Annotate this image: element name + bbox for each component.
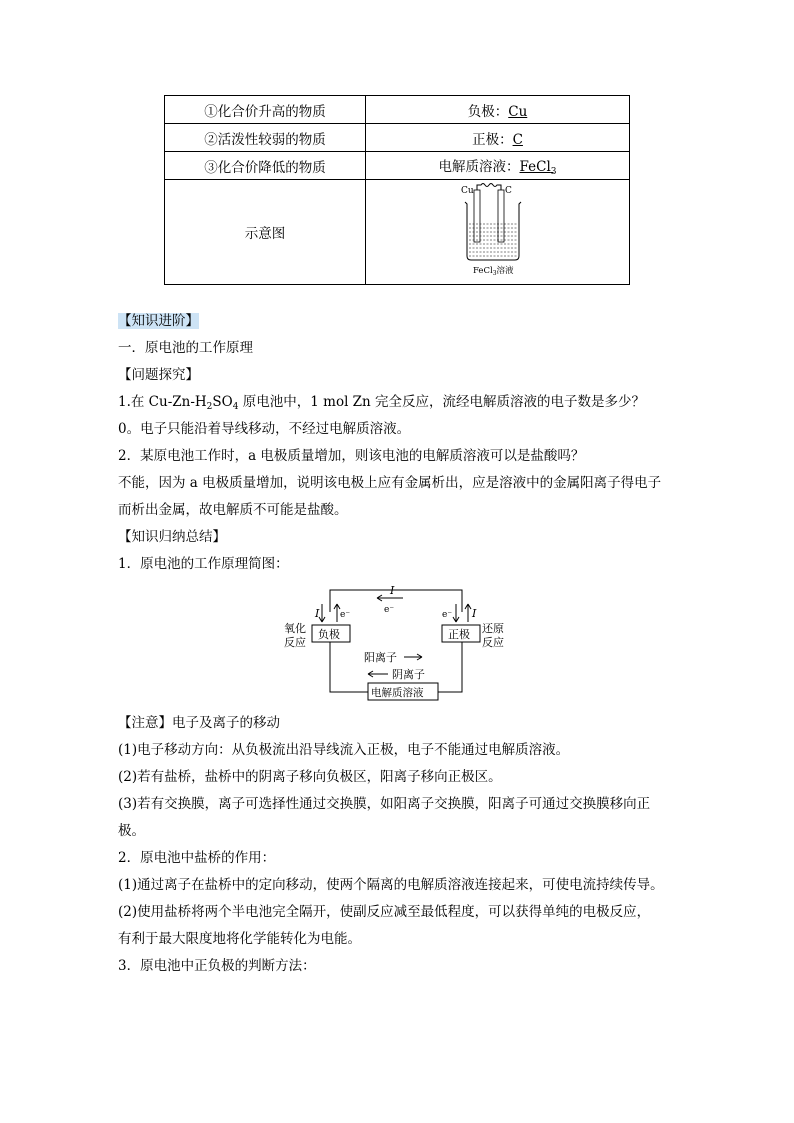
answer-2-line: 而析出金属，故电解质不可能是盐酸。 [118, 502, 348, 518]
oxidation-label: 反应 [284, 636, 306, 649]
beaker-diagram [453, 180, 543, 280]
oxidation-label: 氧化 [284, 622, 306, 635]
c-electrode [498, 190, 504, 242]
current-arrow [465, 604, 471, 622]
answer-1: 0。电子只能沿着导线移动，不经过电解质溶液。 [118, 421, 411, 437]
note-item: (2)若有盐桥，盐桥中的阴离子移向负极区，阳离子移向正极区。 [118, 769, 502, 785]
electrode-table [164, 95, 630, 285]
table-row [165, 152, 630, 180]
current-label: I [315, 607, 320, 620]
cation-arrow [404, 654, 422, 660]
bridge-item: (1)通过离子在盐桥中的定向移动，使两个隔离的电解质溶液连接起来，可使电流持续传导。 [118, 877, 664, 893]
note-item: (3)若有交换膜，离子可选择性通过交换膜，如阳离子交换膜，阳离子可通过交换膜移向正 [118, 796, 651, 812]
current-arrow [319, 604, 325, 622]
cell-answer: Cu [508, 103, 528, 120]
cell-label: 电解质溶液： [438, 158, 520, 175]
negative-electrode-label: 负极 [318, 628, 340, 641]
electron-arrow [453, 604, 459, 622]
cell-answer: C [512, 131, 523, 148]
current-label: I [390, 584, 395, 597]
electrolyte-label: 电解质溶液 [371, 687, 424, 699]
table-row [165, 96, 630, 124]
section-title: 【问题探究】 [118, 367, 199, 383]
cation-label: 阳离子 [364, 651, 397, 664]
cu-electrode [474, 190, 480, 242]
electron-label: e⁻ [340, 610, 351, 620]
current-label: I [472, 607, 477, 620]
anion-label: 阴离子 [392, 668, 425, 681]
cell-label: 负极： [467, 103, 509, 120]
anion-arrow [368, 671, 388, 677]
positive-electrode-label: 正极 [448, 628, 470, 641]
table-cell [366, 124, 630, 152]
table-cell: ②活泼性较弱的物质 [165, 124, 366, 152]
table-cell: ③化合价降低的物质 [165, 152, 366, 180]
cell-answer: FeCl$_3$ [519, 158, 557, 177]
beaker-outline [465, 202, 521, 260]
bridge-item: (2)使用盐桥将两个半电池完全隔开，使副反应减至最低程度，可以获得单纯的电极反应， [118, 904, 651, 920]
answer-2-line: 不能，因为 a 电极质量增加，说明该电极上应有金属析出，应是溶液中的金属阳离子得电子 [118, 475, 662, 491]
table-cell [366, 152, 630, 180]
table-cell: ①化合价升高的物质 [165, 96, 366, 124]
table-cell: 示意图 [165, 180, 366, 285]
wire [477, 184, 501, 191]
cell-label: 正极： [472, 131, 513, 148]
table-cell [366, 96, 630, 124]
circuit-wire [330, 642, 368, 692]
heading: 一．原电池的工作原理 [118, 340, 253, 356]
note-title: 【注意】电子及离子的移动 [118, 715, 280, 731]
list-item: 2．原电池中盐桥的作用： [118, 850, 276, 866]
list-item: 3．原电池中正负极的判断方法： [118, 958, 316, 974]
electron-label: e⁻ [442, 610, 453, 620]
bridge-item: 有利于最大限度地将化学能转化为电能。 [118, 931, 361, 947]
cu-label: Cu [460, 186, 474, 196]
question-1: 1.在 $Cu-Zn-H_2SO_4$ 原电池中，1 mol Zn 完全反应，流经电解质溶液的电子数是多少？ [118, 394, 646, 412]
c-label: C [504, 186, 512, 196]
reduction-label: 还原 [482, 622, 504, 635]
solution-label: FeCl$_3$溶液 [472, 266, 514, 277]
section-title: 【知识归纳总结】 [118, 529, 226, 545]
cell-principle-diagram [280, 582, 510, 702]
circuit-wire [330, 590, 462, 612]
table-row [165, 124, 630, 152]
table-row [165, 180, 630, 285]
electron-label: e⁻ [384, 605, 395, 615]
table-cell [366, 180, 630, 285]
reduction-label: 反应 [482, 636, 504, 649]
question-2: 2．某原电池工作时，a 电极质量增加，则该电池的电解质溶液可以是盐酸吗？ [118, 448, 585, 464]
note-item: (1)电子移动方向：从负极流出沿导线流入正极，电子不能通过电解质溶液。 [118, 742, 570, 758]
note-item: 极。 [118, 823, 145, 839]
section-title: 【知识进阶】 [118, 313, 199, 329]
circuit-wire [438, 642, 462, 692]
list-item: 1．原电池的工作原理简图： [118, 556, 289, 572]
